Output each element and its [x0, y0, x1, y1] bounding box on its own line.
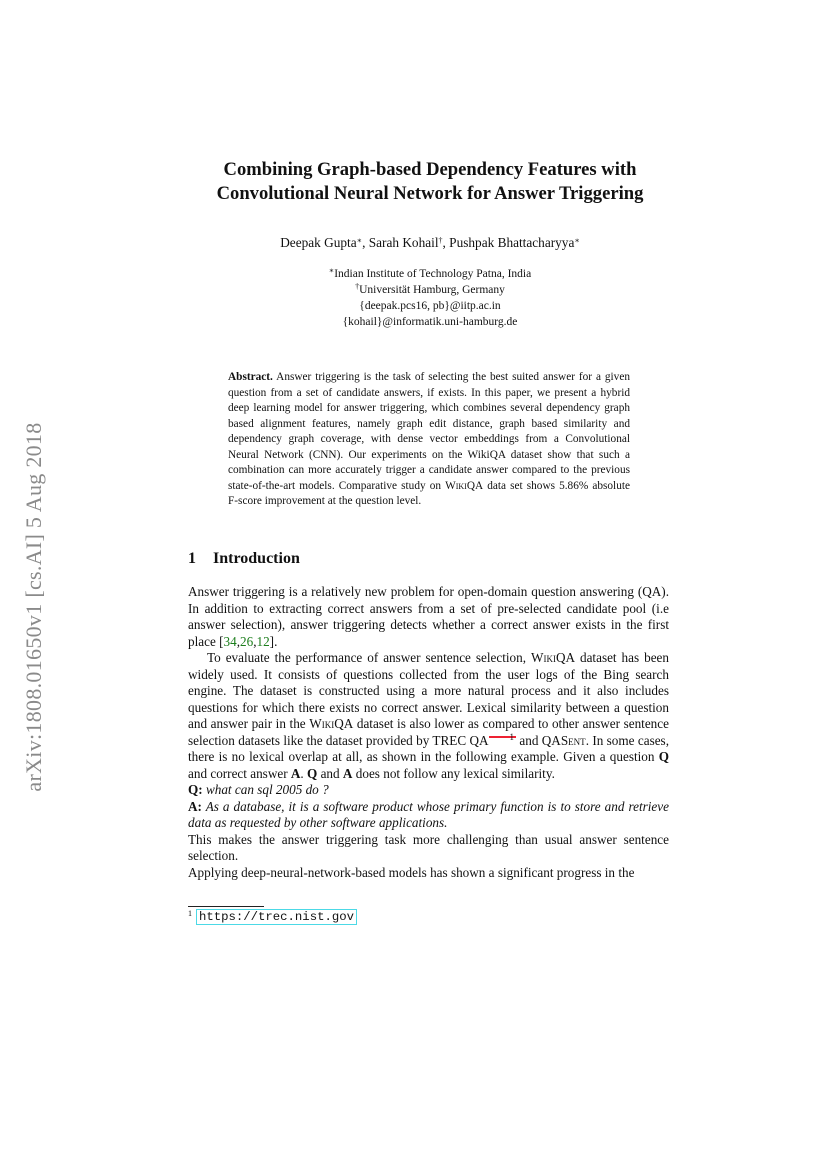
footnote-link[interactable]: 1 [489, 736, 517, 738]
question-label: Q: [188, 782, 203, 797]
citation-link[interactable]: 12 [256, 633, 270, 649]
author-1: Deepak Gupta [280, 235, 357, 250]
affiliation-2-mark: † [355, 282, 360, 291]
paragraph-2-text: dataset has been widely used. It consists of questions collected from the user logs of the Bing search engine. The dataset is constructed using a more natural process and it also includes questions for which there exists no correct answer. Lexical similarity between a question and answer pair in the [188, 650, 669, 731]
email-line-1: {deepak.pcs16, pb}@iitp.ac.in [359, 300, 501, 312]
paper-title [150, 158, 710, 206]
affiliations [150, 266, 710, 330]
paragraph-2-text: and [317, 765, 343, 781]
email-line-2: {kohail}@informatik.uni-hamburg.de [342, 316, 518, 328]
abstract-wikiqa: WikiQA [445, 479, 484, 492]
answer-text: As a database, it is a software product whose primary function is to store and retrieve data as requested by other software applications. [188, 798, 669, 830]
answer-label: A: [188, 798, 202, 814]
abstract-label: Abstract. [228, 371, 273, 383]
section-number: 1 [188, 550, 196, 567]
author-3-mark: ∗ [574, 236, 580, 245]
wikiqa-term: WikiQA [531, 650, 576, 665]
author-2: , Sarah Kohail [362, 235, 439, 250]
question-text: what can sql 2005 do ? [202, 782, 329, 797]
bold-q: Q [658, 749, 669, 764]
paragraph-2-text: dataset is also lower as compared to other answer sentence selection datasets like the dataset provided by TREC QA [188, 716, 669, 748]
paragraph-2-text: . In some cases, there is no lexical overlap at all, as shown in the following example. Given a question [188, 732, 669, 764]
bold-a: A [342, 765, 353, 781]
section-heading [188, 550, 300, 568]
qasent-term: QA [541, 732, 561, 748]
footnote-rule [188, 906, 264, 907]
paragraph-2 [188, 650, 669, 782]
title-line-2: Convolutional Neural Network for Answer Triggering [216, 183, 644, 204]
footnote [188, 910, 357, 924]
citation-separator: , [236, 633, 240, 649]
arxiv-stamp-text: arXiv:1808.01650v1 [cs.AI] 5 Aug 2018 [21, 422, 46, 792]
arxiv-stamp [14, 372, 54, 842]
footnote-url-link[interactable]: https://trec.nist.gov [196, 909, 357, 925]
paragraph-4: Applying deep-neural-network-based models has shown a significant progress in the [188, 864, 635, 880]
paragraph-2-text: . [300, 765, 308, 781]
paragraph-2-text: To evaluate the performance of answer sentence selection, [207, 650, 532, 665]
wikiqa-term: WikiQA [309, 716, 354, 731]
abstract-text-end: data set shows 5.86% absolute F-score improvement at the question level. [228, 479, 630, 507]
section-title: Introduction [213, 550, 300, 567]
paragraph-2-text: does not follow any lexical similarity. [352, 765, 555, 781]
author-1-mark: ∗ [356, 236, 363, 245]
paragraph-3: This makes the answer triggering task more challenging than usual answer sentence selection. [188, 831, 669, 863]
abstract [228, 370, 630, 510]
affiliation-1-mark: ∗ [328, 266, 335, 275]
paragraph-2-text: and correct answer [188, 765, 291, 781]
qasent-term: Sent [560, 732, 586, 748]
author-list [150, 235, 710, 251]
bold-q: Q [307, 765, 318, 781]
paragraph-1-text: Answer triggering is a relatively new problem for open-domain question answering (QA). In addition to extracting correct answers from a set of pre-selected candidate pool (i.e answer selection), answer triggering detects whether a correct answer exists in the first place [ [188, 584, 669, 649]
paragraph-1 [188, 584, 669, 650]
author-3: , Pushpak Bhattacharyya [442, 235, 575, 250]
citation-link[interactable]: 34 [223, 633, 237, 649]
bold-a: A [290, 765, 301, 781]
author-2-mark: † [438, 236, 443, 245]
example-question [188, 782, 669, 799]
example-answer [188, 799, 669, 832]
paragraph-1-end: ]. [269, 633, 278, 649]
paragraph-2-text: and [516, 732, 542, 748]
citation-link[interactable]: 26 [240, 633, 254, 649]
body-text [188, 584, 669, 881]
abstract-text: Answer triggering is the task of selecting the best suited answer for a given question from a set of candidate answers, if exists. In this paper, we present a hybrid deep learning model for answer triggering, which combines several dependency graph based alignment features, namely graph edit distance, graph based similarity and dependency graph coverage, with dense vector embeddings from a Convolutional Neural Network (CNN). Our experiments on the WikiQA dataset show that such a combination can more accurately trigger a candidate answer compared to the previous state-of-the-art models. Comparative study on [228, 371, 630, 492]
footnote-mark: 1 [188, 909, 192, 918]
citation-separator: , [253, 633, 257, 649]
affiliation-1: Indian Institute of Technology Patna, India [334, 268, 532, 280]
affiliation-2: Universität Hamburg, Germany [359, 284, 505, 296]
title-line-1: Combining Graph-based Dependency Features with [223, 159, 637, 180]
